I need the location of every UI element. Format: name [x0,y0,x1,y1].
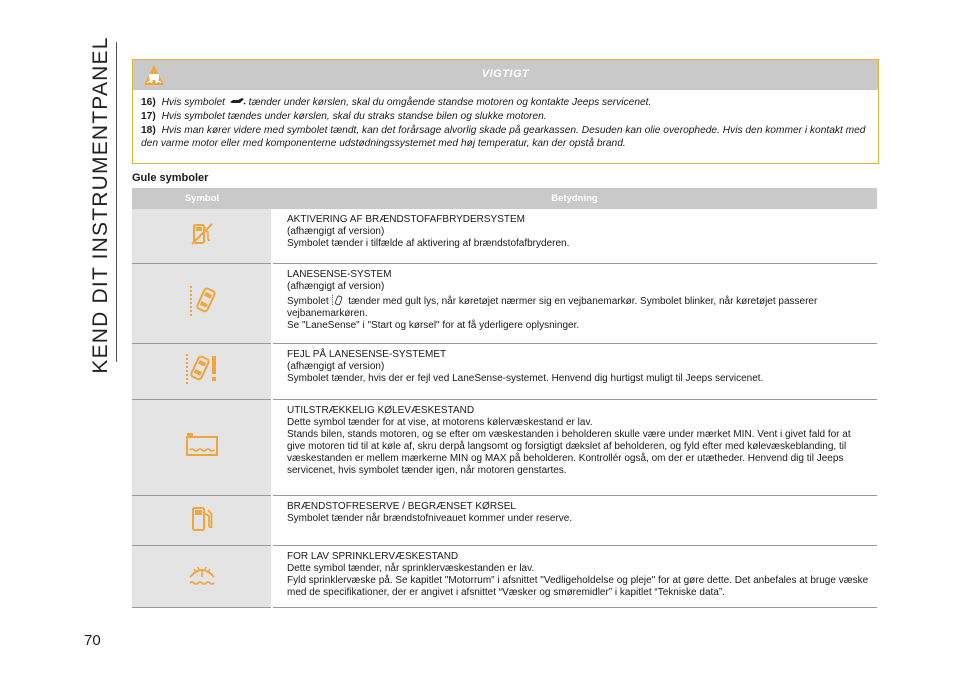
row-subheading: (afhængigt af version) [287,360,385,372]
lanesense-icon [187,284,217,318]
row-description: Se "LaneSense" i "Start og kørsel" for at få yderligere oplysninger. [287,319,580,331]
fuel-reserve-icon [190,504,214,532]
symbol-column-header: Symbol [132,188,272,209]
notice-text: Hvis symbolet tændes under kørslen, skal du straks standse bilen og slukke motoren. [161,111,547,122]
row-heading: FEJL PÅ LANESENSE-SYSTEMET [287,348,447,360]
row-heading: LANESENSE-SYSTEM [287,268,392,280]
important-notice-box [132,59,879,164]
row-description: Dette symbol tænder for at vise, at motorens kølervæskestand er lav. [287,416,593,428]
fuel-cutoff-icon [190,222,214,246]
notice-number: 17) [141,111,156,122]
row-description: Dette symbol tænder, når sprinklervæskestanden er lav. [287,562,535,574]
symbol-cell [132,343,272,399]
symbol-cell [132,495,272,545]
row-heading: BRÆNDSTOFRESERVE / BEGRÆNSET KØRSEL [287,500,516,512]
row-description: Stands bilen, stands motoren, og se efter om væskestanden i beholderen skulle være under mærket MIN. Vent i givet fald for at give motoren tid til at køle af, skru derpå langsomt og forsigtigt dækslet af beholderen, og fyld efter med kølevæskeblanding, til væskestanden er mellem mærkerne MIN og MAX på beholderen. Kontrollér også, om der er utætheder. Henvend dig til Jeeps servicenet, hvis symbolet tænder igen, når motoren genstartes. [287,428,851,476]
washer-fluid-icon [187,561,217,587]
row-subheading: (afhængigt af version) [287,226,385,237]
notice-number: 16) [141,97,156,108]
notice-text: tænder under kørslen, skal du omgående standse motoren og kontakte Jeeps servicenet. [248,97,652,108]
important-notice-title: VIGTIGT [481,68,530,80]
notice-item-18 [141,124,870,150]
row-description: Symbolet tænder i tilfælde af aktivering af brændstofafbryderen. [287,238,570,249]
row-heading: FOR LAV SPRINKLERVÆSKESTAND [287,550,459,562]
table-row [132,399,877,495]
important-notice-body [133,90,878,150]
table-row [132,263,877,343]
meaning-cell [272,399,877,495]
row-description: Symbolet tænder når brændstofniveauet kommer under reserve. [287,512,573,524]
chapter-title-text: KEND DIT INSTRUMENTPANEL [89,36,112,374]
row-subheading: (afhængigt af version) [287,280,385,292]
row-description: Symbolet tænder, hvis der er fejl ved LaneSense-systemet. Henvend dig hurtigst muligt til Jeeps servicenet. [287,372,764,384]
symbol-cell [132,399,272,495]
important-notice-header [133,60,878,90]
notice-item-17 [141,110,870,123]
coolant-level-icon [185,433,219,457]
symbol-cell [132,545,272,607]
meaning-column-header: Betydning [272,188,877,209]
notice-item-16 [141,96,870,109]
yellow-symbols-table [132,188,877,608]
row-heading: UTILSTRÆKKELIG KØLEVÆSKESTAND [287,404,475,416]
meaning-cell [272,545,877,607]
table-row [132,545,877,607]
meaning-cell [272,209,877,263]
table-header-row [132,188,877,209]
row-description [287,293,871,320]
chapter-side-title [86,36,116,374]
oil-lamp-icon [228,96,246,106]
symbol-cell [132,209,272,263]
notice-text: Hvis symbolet [161,97,225,108]
table-row [132,495,877,545]
meaning-cell [272,495,877,545]
row-heading: AKTIVERING AF BRÆNDSTOFAFBRYDERSYSTEM [287,214,526,225]
meaning-cell [272,343,877,399]
notice-text: Hvis man kører videre med symbolet tændt, kan det forårsage alvorlig skade på gearkassen. Desuden kan olie overophede. Hvis den kommer i kontakt med den varme motor eller med komponenterne udstødningssystemet med høj temperatur, kan der opstå brand. [141,125,866,149]
chapter-divider [116,42,117,362]
lanesense-fault-icon [183,352,221,386]
page-number: 70 [84,632,101,649]
row-description-text: Symbolet [287,295,329,307]
symbol-cell [132,263,272,343]
row-description-text: tænder med gult lys, når køretøjet nærmer sig en vejbanemarkør. Symbolet blinker, når køretøjet passerer vejbanemarkøren. [287,295,818,319]
table-row [132,209,877,263]
notice-number: 18) [141,125,156,136]
table-row [132,343,877,399]
lanesense-inline-icon [331,293,345,307]
meaning-cell [272,263,877,343]
row-description: Fyld sprinklervæske på. Se kapitlet "Motorrum" i afsnittet "Vedligeholdelse og pleje" for at gøre dette. Det anbefales at bruge væske med de specifikationer, der er angivet i afsnittet “Væsker og smøremidler” i kapitlet “Tekniske data”. [287,574,869,598]
section-title: Gule symboler [132,172,209,184]
